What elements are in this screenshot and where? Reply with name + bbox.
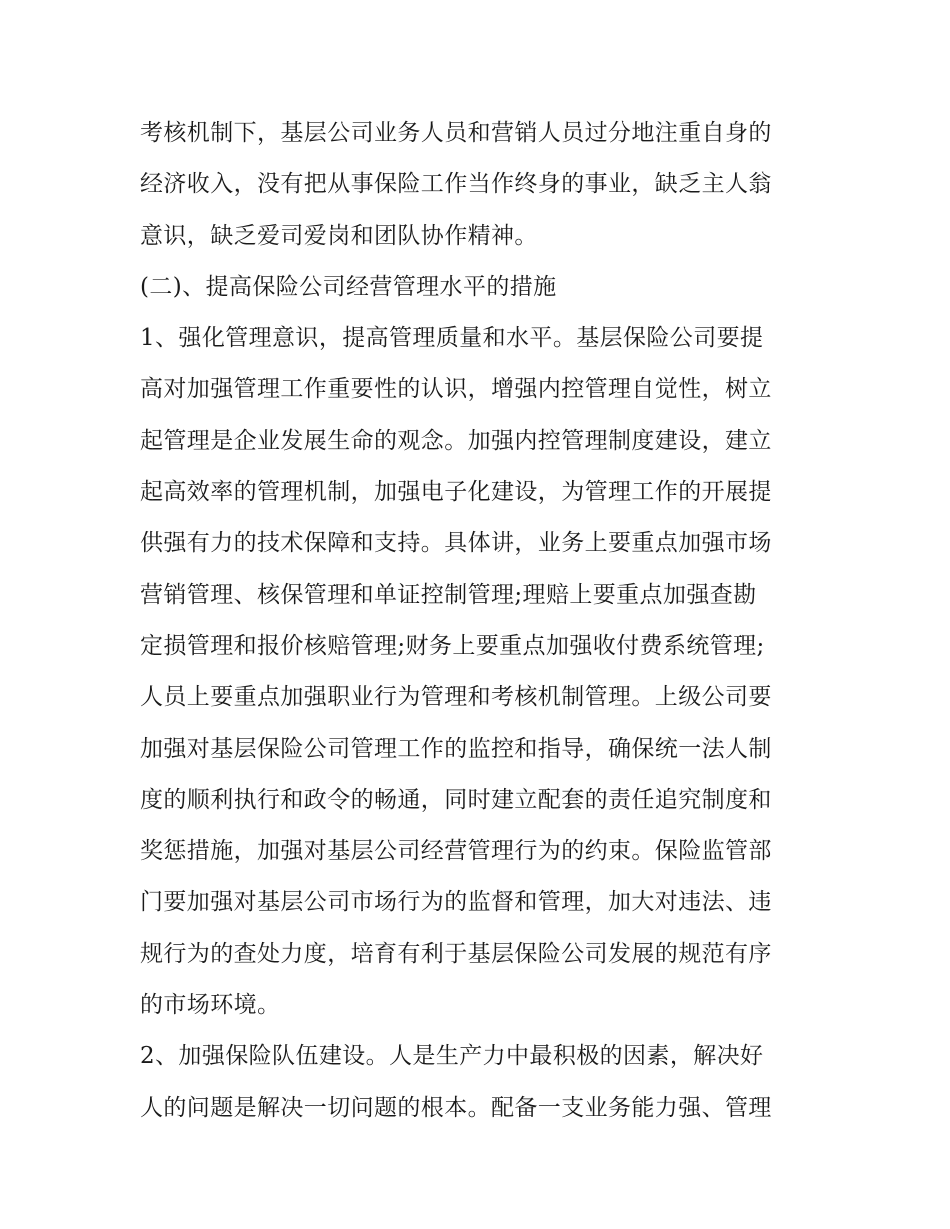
text-line: 加强对基层保险公司管理工作的监控和指导，确保统一法人制 bbox=[140, 735, 772, 762]
text-line: 门要加强对基层公司市场行为的监督和管理，加大对违法、违 bbox=[140, 889, 772, 916]
text-line: 高对加强管理工作重要性的认识，增强内控管理自觉性，树立 bbox=[140, 376, 772, 403]
text-line: 营销管理、核保管理和单证控制管理;理赔上要重点加强查勘 bbox=[140, 581, 757, 608]
text-line: 意识，缺乏爱司爱岗和团队协作精神。 bbox=[140, 222, 538, 249]
text-line: 经济收入，没有把从事保险工作当作终身的事业，缺乏主人翁 bbox=[140, 171, 772, 198]
text-line: 供强有力的技术保障和支持。具体讲，业务上要重点加强市场 bbox=[140, 530, 772, 557]
text-line: 起管理是企业发展生命的观念。加强内控管理制度建设，建立 bbox=[140, 427, 772, 454]
text-line: 的市场环境。 bbox=[140, 992, 281, 1019]
text-line: 人的问题是解决一切问题的根本。配备一支业务能力强、管理 bbox=[140, 1094, 772, 1121]
text-line: 1、强化管理意识，提高管理质量和水平。基层保险公司要提 bbox=[140, 325, 764, 352]
text-line: 规行为的查处力度，培育有利于基层保险公司发展的规范有序 bbox=[140, 940, 772, 967]
text-line: 考核机制下，基层公司业务人员和营销人员过分地注重自身的 bbox=[140, 120, 772, 146]
text-line: 起高效率的管理机制，加强电子化建设，为管理工作的开展提 bbox=[140, 479, 772, 506]
section-heading: (二)、提高保险公司经营管理水平的措施 bbox=[140, 273, 557, 300]
text-line: 奖惩措施，加强对基层公司经营管理行为的约束。保险监管部 bbox=[140, 838, 772, 865]
document-body bbox=[140, 108, 830, 1134]
text-line: 2、加强保险队伍建设。人是生产力中最积极的因素，解决好 bbox=[140, 1043, 764, 1070]
text-line: 人员上要重点加强职业行为管理和考核机制管理。上级公司要 bbox=[140, 684, 772, 711]
text-line: 定损管理和报价核赔管理;财务上要重点加强收付费系统管理; bbox=[140, 632, 765, 659]
text-line: 度的顺利执行和政令的畅通，同时建立配套的责任追究制度和 bbox=[140, 786, 772, 813]
